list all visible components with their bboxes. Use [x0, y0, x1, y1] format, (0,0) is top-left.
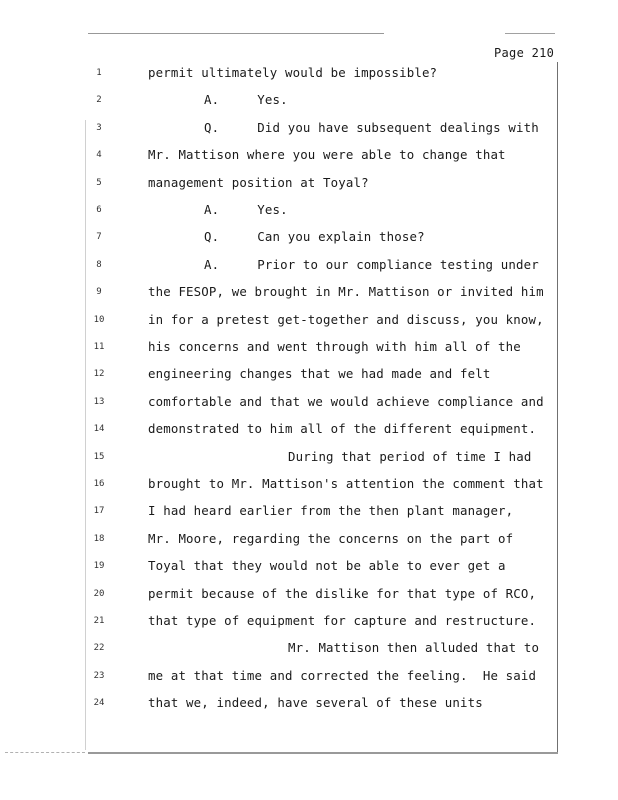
line-number: 12 [93, 369, 105, 380]
transcript-line [0, 444, 618, 472]
transcript-line [0, 635, 618, 663]
transcript-line [0, 553, 618, 581]
transcript-line [0, 60, 618, 88]
line-number: 21 [93, 616, 105, 626]
line-text: I had heard earlier from the then plant manager, [148, 503, 514, 519]
line-text: me at that time and corrected the feeling. He said [148, 667, 537, 683]
line-text: that type of equipment for capture and restructure. [148, 613, 537, 628]
transcript-line [0, 334, 618, 362]
line-number: 4 [96, 150, 102, 161]
line-text: A. Yes. [204, 202, 288, 217]
line-number: 17 [93, 506, 105, 517]
transcript-line [0, 361, 618, 389]
line-text: comfortable and that we would achieve compliance and [148, 393, 544, 409]
line-text: A. Yes. [204, 92, 288, 108]
line-number: 3 [96, 122, 102, 133]
transcript-line [0, 690, 618, 718]
line-text: Q. Did you have subsequent dealings with [204, 119, 539, 135]
transcript-line [0, 389, 618, 417]
bottom-dash [5, 752, 85, 754]
transcript-line [0, 663, 618, 691]
transcript-line [0, 279, 618, 307]
transcript-line [0, 87, 618, 115]
line-text: his concerns and went through with him all of the [148, 339, 521, 354]
line-number: 16 [93, 479, 105, 489]
line-number: 11 [93, 342, 105, 352]
transcript-line [0, 581, 618, 609]
line-text: Q. Can you explain those? [204, 229, 425, 245]
line-text: management position at Toyal? [148, 174, 369, 190]
page-number: Page 210 [494, 46, 555, 60]
line-text: in for a pretest get-together and discuss, you know, [148, 311, 544, 327]
top-rule-right [505, 33, 555, 34]
transcript-line [0, 224, 618, 252]
line-number: 22 [93, 643, 105, 654]
line-number: 23 [93, 670, 105, 681]
line-text: permit ultimately would be impossible? [148, 65, 438, 80]
line-number: 14 [93, 424, 105, 435]
transcript-line [0, 307, 618, 335]
bottom-rule [88, 752, 558, 754]
transcript-line [0, 416, 618, 444]
line-text: Toyal that they would not be able to ever get a [148, 558, 506, 574]
line-number: 6 [96, 205, 102, 215]
line-text: that we, indeed, have several of these units [148, 695, 483, 711]
line-text: Mr. Mattison where you were able to change that [148, 147, 506, 163]
line-text: the FESOP, we brought in Mr. Mattison or invited him [148, 284, 544, 300]
transcript-line [0, 498, 618, 526]
line-text: Mr. Mattison then alluded that to [288, 640, 540, 656]
top-rule [88, 33, 384, 34]
line-text: engineering changes that we had made and felt [148, 366, 491, 382]
line-number: 9 [96, 287, 102, 298]
transcript-line [0, 197, 618, 225]
line-number: 5 [96, 177, 102, 188]
transcript-line [0, 471, 618, 499]
line-text: demonstrated to him all of the different equipment. [148, 421, 537, 437]
transcript-line [0, 170, 618, 198]
line-number: 18 [93, 533, 105, 544]
transcript-line [0, 142, 618, 170]
transcript-line [0, 608, 618, 636]
line-number: 1 [96, 68, 102, 78]
line-text: Mr. Moore, regarding the concerns on the part of [148, 530, 514, 546]
transcript-line [0, 526, 618, 554]
line-number: 20 [93, 588, 105, 599]
transcript-line [0, 252, 618, 280]
line-number: 10 [93, 314, 105, 325]
transcript-line [0, 115, 618, 143]
line-number: 8 [96, 259, 102, 270]
line-text: During that period of time I had [288, 448, 532, 464]
line-text: brought to Mr. Mattison's attention the comment that [148, 476, 544, 491]
line-number: 19 [93, 561, 105, 572]
line-number: 2 [96, 95, 102, 106]
line-text: permit because of the dislike for that type of RCO, [148, 585, 537, 601]
line-number: 7 [96, 232, 102, 243]
line-number: 13 [93, 396, 105, 407]
line-text: A. Prior to our compliance testing under [204, 256, 539, 272]
line-number: 24 [93, 698, 105, 709]
line-number: 15 [93, 451, 105, 462]
